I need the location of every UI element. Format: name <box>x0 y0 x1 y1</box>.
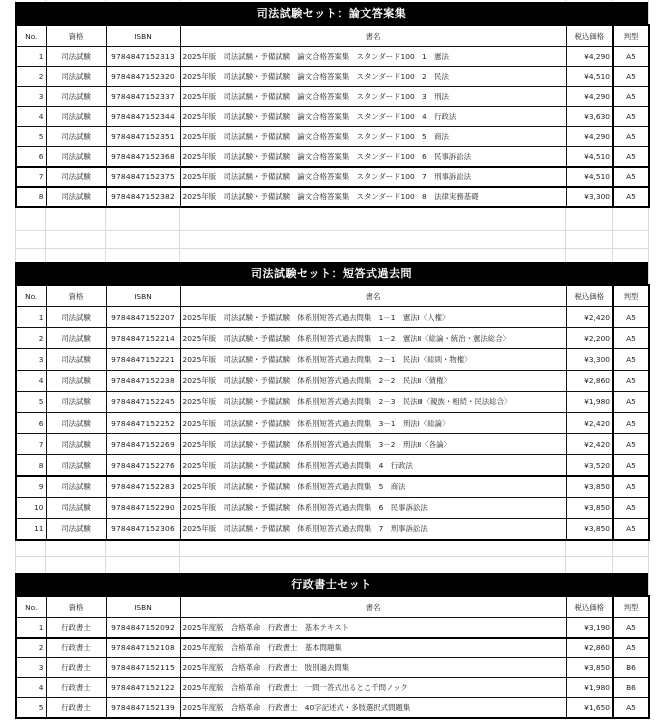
isbn-cell: 9784847152351 <box>106 127 180 147</box>
row-number: 7 <box>16 434 46 455</box>
header-size: 判型 <box>613 596 649 618</box>
table-row <box>16 518 649 539</box>
table-row <box>16 87 649 107</box>
qualification-cell: 司法試験 <box>46 87 106 107</box>
size-cell: A5 <box>613 127 649 147</box>
qualification-cell: 司法試験 <box>46 370 106 391</box>
isbn-cell: 9784847152344 <box>106 107 180 127</box>
header-title: 書名 <box>180 25 566 47</box>
book-title-cell: 2025年版 司法試験・予備試験 体系別短答式過去問集 7 刑事訴訟法 <box>180 518 566 539</box>
row-number: 2 <box>16 328 46 349</box>
size-cell: A5 <box>613 434 649 455</box>
header-qualification: 資格 <box>46 596 106 618</box>
size-cell: A5 <box>613 370 649 391</box>
isbn-cell: 9784847152368 <box>106 147 180 167</box>
price-cell: ¥3,850 <box>566 476 613 497</box>
price-cell: ¥2,860 <box>566 638 613 658</box>
size-cell: A5 <box>613 618 649 638</box>
table-row <box>16 187 649 207</box>
isbn-cell: 9784847152115 <box>106 658 180 678</box>
table-row <box>16 127 649 147</box>
isbn-cell: 9784847152108 <box>106 638 180 658</box>
price-cell: ¥3,520 <box>566 455 613 476</box>
price-cell: ¥2,860 <box>566 370 613 391</box>
book-title-cell: 2025年度版 合格革命 行政書士 一問一答式出るとこ千問ノック <box>180 678 566 698</box>
book-title-cell: 2025年度版 合格革命 行政書士 基本問題集 <box>180 638 566 658</box>
section-title: 司法試験セット：論文答案集 <box>15 2 648 24</box>
size-cell: A5 <box>613 698 649 718</box>
price-cell: ¥1,980 <box>566 678 613 698</box>
price-cell: ¥2,420 <box>566 434 613 455</box>
size-cell: A5 <box>613 455 649 476</box>
price-cell: ¥2,420 <box>566 307 613 328</box>
price-cell: ¥3,850 <box>566 658 613 678</box>
header-row <box>16 596 649 618</box>
isbn-cell: 9784847152207 <box>106 307 180 328</box>
size-cell: A5 <box>613 497 649 518</box>
book-title-cell: 2025年版 司法試験・予備試験 論文合格答案集 スタンダード100 7 刑事訴訟法 <box>180 167 566 187</box>
isbn-cell: 9784847152276 <box>106 455 180 476</box>
size-cell: A5 <box>613 391 649 412</box>
qualification-cell: 司法試験 <box>46 107 106 127</box>
row-number: 5 <box>16 698 46 718</box>
size-cell: A5 <box>613 47 649 67</box>
table-row <box>16 497 649 518</box>
book-title-cell: 2025年版 司法試験・予備試験 体系別短答式過去問集 1－1 憲法Ⅰ〈人権〉 <box>180 307 566 328</box>
table-row <box>16 678 649 698</box>
qualification-cell: 司法試験 <box>46 476 106 497</box>
isbn-cell: 9784847152283 <box>106 476 180 497</box>
book-title-cell: 2025年版 司法試験・予備試験 論文合格答案集 スタンダード100 2 民法 <box>180 67 566 87</box>
table-row <box>16 67 649 87</box>
row-number: 4 <box>16 370 46 391</box>
price-cell: ¥3,300 <box>566 187 613 207</box>
qualification-cell: 司法試験 <box>46 412 106 433</box>
header-title: 書名 <box>180 596 566 618</box>
header-row <box>16 25 649 47</box>
size-cell: A5 <box>613 307 649 328</box>
table-row <box>16 47 649 67</box>
price-cell: ¥3,630 <box>566 107 613 127</box>
qualification-cell: 行政書士 <box>46 638 106 658</box>
row-number: 3 <box>16 87 46 107</box>
size-cell: A5 <box>613 349 649 370</box>
size-cell: A5 <box>613 476 649 497</box>
row-number: 3 <box>16 349 46 370</box>
table-row <box>16 476 649 497</box>
row-number: 2 <box>16 638 46 658</box>
size-cell: A5 <box>613 67 649 87</box>
header-price: 税込価格 <box>566 285 613 307</box>
qualification-cell: 行政書士 <box>46 658 106 678</box>
row-number: 2 <box>16 67 46 87</box>
qualification-cell: 行政書士 <box>46 678 106 698</box>
table-row <box>16 618 649 638</box>
size-cell: B6 <box>613 678 649 698</box>
header-row <box>16 285 649 307</box>
price-cell: ¥4,290 <box>566 127 613 147</box>
price-cell: ¥3,300 <box>566 349 613 370</box>
price-cell: ¥2,420 <box>566 412 613 433</box>
row-number: 4 <box>16 678 46 698</box>
isbn-cell: 9784847152092 <box>106 618 180 638</box>
isbn-cell: 9784847152313 <box>106 47 180 67</box>
table-row <box>16 349 649 370</box>
size-cell: A5 <box>613 167 649 187</box>
row-number: 4 <box>16 107 46 127</box>
isbn-cell: 9784847152139 <box>106 698 180 718</box>
section-ronbun <box>15 2 648 208</box>
book-title-cell: 2025年版 司法試験・予備試験 体系別短答式過去問集 2－2 民法Ⅱ〈債権〉 <box>180 370 566 391</box>
price-cell: ¥4,510 <box>566 67 613 87</box>
row-number: 10 <box>16 497 46 518</box>
size-cell: A5 <box>613 87 649 107</box>
section-title: 行政書士セット <box>15 573 648 595</box>
isbn-cell: 9784847152269 <box>106 434 180 455</box>
row-number: 6 <box>16 147 46 167</box>
isbn-cell: 9784847152306 <box>106 518 180 539</box>
table-row <box>16 307 649 328</box>
qualification-cell: 司法試験 <box>46 127 106 147</box>
isbn-cell: 9784847152252 <box>106 412 180 433</box>
table-row <box>16 412 649 433</box>
qualification-cell: 行政書士 <box>46 698 106 718</box>
isbn-cell: 9784847152214 <box>106 328 180 349</box>
book-title-cell: 2025年版 司法試験・予備試験 論文合格答案集 スタンダード100 4 行政法 <box>180 107 566 127</box>
book-title-cell: 2025年度版 合格革命 行政書士 基本テキスト <box>180 618 566 638</box>
book-title-cell: 2025年版 司法試験・予備試験 論文合格答案集 スタンダード100 3 刑法 <box>180 87 566 107</box>
size-cell: A5 <box>613 147 649 167</box>
header-qualification: 資格 <box>46 285 106 307</box>
row-number: 6 <box>16 412 46 433</box>
qualification-cell: 司法試験 <box>46 167 106 187</box>
row-number: 7 <box>16 167 46 187</box>
row-number: 5 <box>16 391 46 412</box>
qualification-cell: 司法試験 <box>46 497 106 518</box>
price-cell: ¥4,290 <box>566 87 613 107</box>
book-title-cell: 2025年版 司法試験・予備試験 体系別短答式過去問集 2－1 民法Ⅰ〈総則・物権〉 <box>180 349 566 370</box>
table-row <box>16 638 649 658</box>
isbn-cell: 9784847152122 <box>106 678 180 698</box>
qualification-cell: 司法試験 <box>46 47 106 67</box>
size-cell: A5 <box>613 518 649 539</box>
header-qualification: 資格 <box>46 25 106 47</box>
row-number: 3 <box>16 658 46 678</box>
price-cell: ¥3,850 <box>566 497 613 518</box>
header-isbn: ISBN <box>106 25 180 47</box>
row-number: 5 <box>16 127 46 147</box>
header-isbn: ISBN <box>106 285 180 307</box>
book-table <box>15 595 650 719</box>
price-cell: ¥1,650 <box>566 698 613 718</box>
table-row <box>16 147 649 167</box>
header-isbn: ISBN <box>106 596 180 618</box>
header-size: 判型 <box>613 285 649 307</box>
size-cell: B6 <box>613 658 649 678</box>
qualification-cell: 司法試験 <box>46 391 106 412</box>
book-title-cell: 2025年度版 合格革命 行政書士 肢別過去問集 <box>180 658 566 678</box>
qualification-cell: 司法試験 <box>46 328 106 349</box>
book-title-cell: 2025年版 司法試験・予備試験 体系別短答式過去問集 3－2 刑法Ⅱ〈各論〉 <box>180 434 566 455</box>
header-size: 判型 <box>613 25 649 47</box>
row-number: 8 <box>16 455 46 476</box>
section-gyosei <box>15 573 648 719</box>
size-cell: A5 <box>613 638 649 658</box>
price-cell: ¥3,850 <box>566 518 613 539</box>
gridline <box>15 556 648 557</box>
row-number: 1 <box>16 618 46 638</box>
isbn-cell: 9784847152337 <box>106 87 180 107</box>
book-title-cell: 2025年版 司法試験・予備試験 論文合格答案集 スタンダード100 1 憲法 <box>180 47 566 67</box>
isbn-cell: 9784847152375 <box>106 167 180 187</box>
size-cell: A5 <box>613 187 649 207</box>
table-row <box>16 698 649 718</box>
qualification-cell: 司法試験 <box>46 455 106 476</box>
price-cell: ¥4,510 <box>566 167 613 187</box>
qualification-cell: 司法試験 <box>46 349 106 370</box>
book-title-cell: 2025年版 司法試験・予備試験 体系別短答式過去問集 3－1 刑法Ⅰ〈総論〉 <box>180 412 566 433</box>
size-cell: A5 <box>613 328 649 349</box>
book-table <box>15 284 650 541</box>
isbn-cell: 9784847152221 <box>106 349 180 370</box>
table-row <box>16 434 649 455</box>
book-title-cell: 2025年度版 合格革命 行政書士 40字記述式・多肢選択式問題集 <box>180 698 566 718</box>
book-table <box>15 24 650 208</box>
book-title-cell: 2025年版 司法試験・予備試験 体系別短答式過去問集 4 行政法 <box>180 455 566 476</box>
table-row <box>16 107 649 127</box>
table-row <box>16 328 649 349</box>
isbn-cell: 9784847152320 <box>106 67 180 87</box>
size-cell: A5 <box>613 412 649 433</box>
section-tantou <box>15 262 648 541</box>
table-row <box>16 658 649 678</box>
header-title: 書名 <box>180 285 566 307</box>
header-price: 税込価格 <box>566 25 613 47</box>
section-title: 司法試験セット：短答式過去問 <box>15 262 648 284</box>
qualification-cell: 司法試験 <box>46 67 106 87</box>
isbn-cell: 9784847152238 <box>106 370 180 391</box>
table-row <box>16 391 649 412</box>
isbn-cell: 9784847152245 <box>106 391 180 412</box>
table-row <box>16 167 649 187</box>
row-number: 1 <box>16 307 46 328</box>
book-title-cell: 2025年版 司法試験・予備試験 体系別短答式過去問集 6 民事訴訟法 <box>180 497 566 518</box>
header-no: No. <box>16 285 46 307</box>
qualification-cell: 司法試験 <box>46 147 106 167</box>
price-cell: ¥2,200 <box>566 328 613 349</box>
price-cell: ¥4,510 <box>566 147 613 167</box>
book-title-cell: 2025年版 司法試験・予備試験 論文合格答案集 スタンダード100 8 法律実務基礎 <box>180 187 566 207</box>
qualification-cell: 司法試験 <box>46 434 106 455</box>
qualification-cell: 行政書士 <box>46 618 106 638</box>
book-title-cell: 2025年版 司法試験・予備試験 体系別短答式過去問集 1－2 憲法Ⅱ〈総論・統治・憲法総合〉 <box>180 328 566 349</box>
book-title-cell: 2025年版 司法試験・予備試験 論文合格答案集 スタンダード100 5 商法 <box>180 127 566 147</box>
qualification-cell: 司法試験 <box>46 187 106 207</box>
table-row <box>16 370 649 391</box>
header-price: 税込価格 <box>566 596 613 618</box>
price-cell: ¥4,290 <box>566 47 613 67</box>
header-no: No. <box>16 25 46 47</box>
isbn-cell: 9784847152290 <box>106 497 180 518</box>
book-title-cell: 2025年版 司法試験・予備試験 体系別短答式過去問集 5 商法 <box>180 476 566 497</box>
book-title-cell: 2025年版 司法試験・予備試験 論文合格答案集 スタンダード100 6 民事訴訟法 <box>180 147 566 167</box>
isbn-cell: 9784847152382 <box>106 187 180 207</box>
book-title-cell: 2025年版 司法試験・予備試験 体系別短答式過去問集 2－3 民法Ⅲ〈親族・相続・民法総合〉 <box>180 391 566 412</box>
gridline <box>15 230 648 231</box>
qualification-cell: 司法試験 <box>46 307 106 328</box>
gridline <box>15 248 648 249</box>
price-cell: ¥3,190 <box>566 618 613 638</box>
size-cell: A5 <box>613 107 649 127</box>
row-number: 11 <box>16 518 46 539</box>
row-number: 1 <box>16 47 46 67</box>
row-number: 9 <box>16 476 46 497</box>
table-row <box>16 455 649 476</box>
header-no: No. <box>16 596 46 618</box>
qualification-cell: 司法試験 <box>46 518 106 539</box>
row-number: 8 <box>16 187 46 207</box>
price-cell: ¥1,980 <box>566 391 613 412</box>
